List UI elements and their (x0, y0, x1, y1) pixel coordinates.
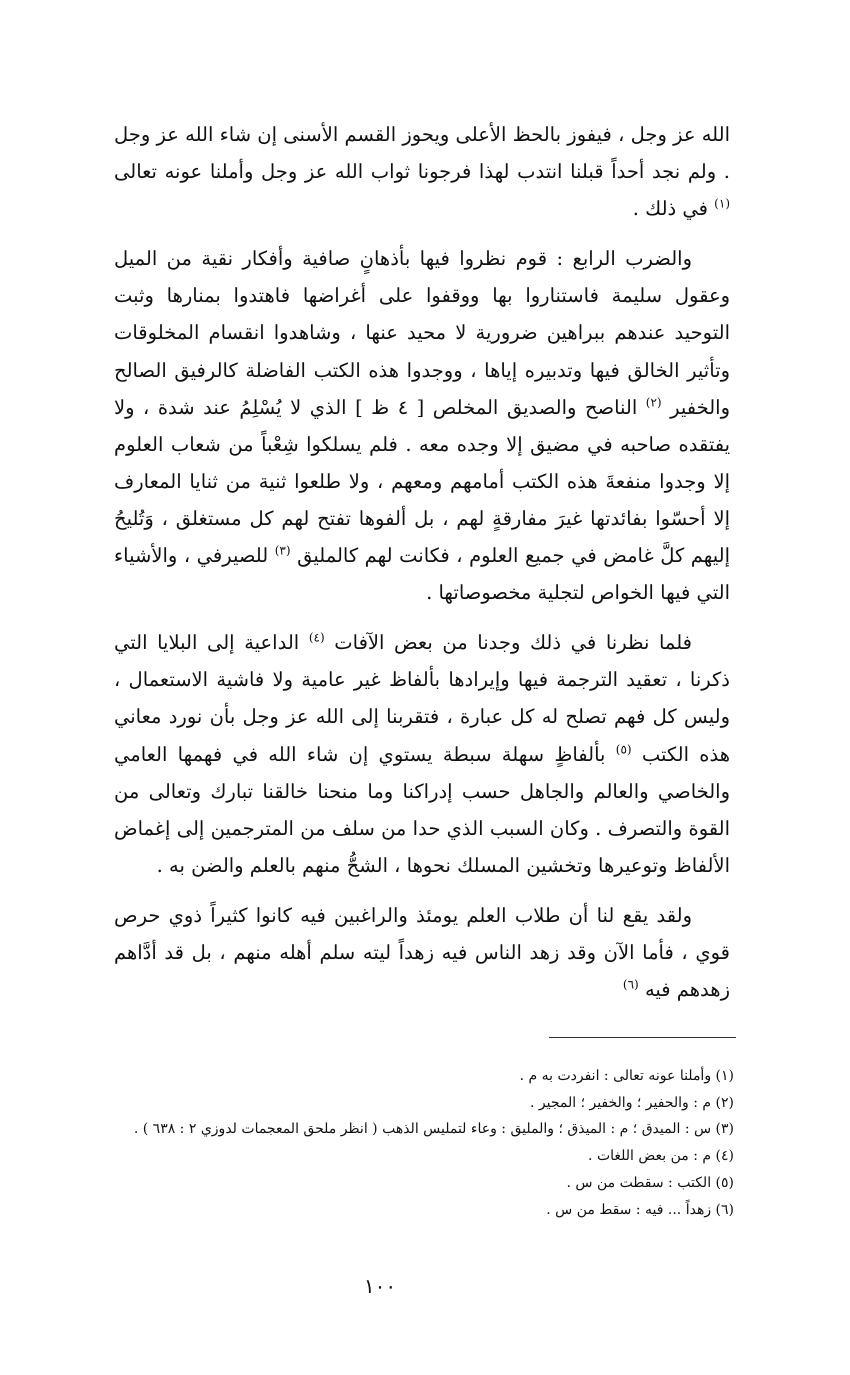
footnotes (54, 1063, 734, 1223)
paragraph (114, 116, 730, 227)
paragraph-text: الداعية إلى البلايا التي ذكرنا ، تعقيد الترجمة فيها وإيرادها بألفاظ غير عامية ولا فاشية الاستعمال ، وليس كل فهم تصلح له كل عبارة ، فتقربنا إلى الله عز وجل بأن نورد معاني هذه الكتب (114, 631, 731, 766)
footnote-reference: (٤) (308, 630, 325, 645)
paragraph-text: بألفاظٍ سهلة سبطة يستوي إن شاء الله في فهمها العامي والخاصي والعالم والجاهل حسب إدراكنا وما منحنا خالقنا تبارك وتعالى من القوة والتصرف . وكان السبب الذي حدا من سلف من المترجمين إلى إغماض الألفاظ وتوعيرها وتخشين المسلك نحوها ، الشحُّ منهم بالعلم والضن به . (114, 742, 730, 877)
footnote: (١) وأملنا عونه تعالى : انفردت به م . (519, 1068, 734, 1084)
paragraph-text: في ذلك . (632, 197, 708, 221)
paragraph (114, 240, 730, 611)
paragraph-text: الله عز وجل ، فيفوز بالحظ الأعلى ويحوز القسم الأسنى إن شاء الله عز وجل . ولم نجد أحداً قبلنا انتدب لهذا فرجونا ثواب الله عز وجل وأملنا عونه تعالى (114, 123, 730, 184)
footnote-reference: (٣) (274, 543, 291, 558)
footnote: (٢) م : والحفير ؛ والخفير ؛ المجير . (529, 1094, 734, 1111)
footnote: (٣) س : الميدق ؛ م : الميذق ؛ والمليق : وعاء لتمليس الذهب ( انظر ملحق المعجمات لدوزي ٢ : ٦٣٨ ) . (133, 1121, 734, 1138)
main-text (114, 116, 730, 1008)
page-number: ١٠٠ (363, 1274, 397, 1298)
paragraph-text: للصيرفي ، والأشياء التي فيها الخواص لتجلية مخصوصاتها . (114, 544, 730, 605)
footnote: (٥) الكتب : سقطت من س . (566, 1174, 734, 1191)
footnote-reference: (٦) (622, 977, 639, 992)
paragraph-text: الناصح والصديق المخلص [ ٤ ظ ] الذي لا يُسْلِمُ عند شدة ، ولا يفتقده صاحبه في مضيق إلا وجده معه . فلم يسلكوا شِعْباً من شعاب العلوم إلا وجدوا منفعةَ هذه الكتب أمامهم ومعهم ، ولا طلعوا ثنية من ثنايا المعارف إلا أحسّوا بفائدتها غيرَ مفارقةٍ لهم ، بل ألفوها تفتح لهم كل مستغلق ، وَتُليحُ إليهم كلَّ غامض في جميع العلوم ، فكانت لهم كالمليق (114, 395, 731, 568)
footnote-reference: (١) (714, 196, 730, 211)
footnote-divider (549, 1037, 736, 1038)
paragraph-text: والضرب الرابع : قوم نظروا فيها بأذهانٍ صافية وأفكار نقية من الميل وعقول سليمة فاستناروا بها ووقفوا على أغراضها فاهتدوا بمنارها وثبت التوحيد عندهم ببراهين ضرورية لا محيد عنها ، وشاهدوا انقسام المخلوقات وتأثير الخالق فيها وتدبيره إياها ، ووجدوا هذه الكتب الفاضلة كالرفيق الصالح والخفير (114, 247, 730, 419)
footnote-reference: (٢) (645, 395, 662, 410)
paragraph (114, 624, 730, 884)
footnote-reference: (٥) (615, 742, 632, 756)
footnote: (٦) زهداً ... فيه : سقط من س . (546, 1201, 734, 1218)
footnote: (٤) م : من بعض اللغات . (588, 1148, 734, 1165)
paragraph-text: ولقد يقع لنا أن طلاب العلم يومئذ والراغبين فيه كانوا كثيراً ذوي حرص قوي ، فأما الآن وقد زهد الناس فيه زهداً ليته سلم أهله منهم ، بل قد أدَّاهم زهدهم فيه (114, 903, 730, 1002)
paragraph (114, 897, 730, 1008)
paragraph-text: فلما نظرنا في ذلك وجدنا من بعض الآفات (334, 631, 692, 655)
